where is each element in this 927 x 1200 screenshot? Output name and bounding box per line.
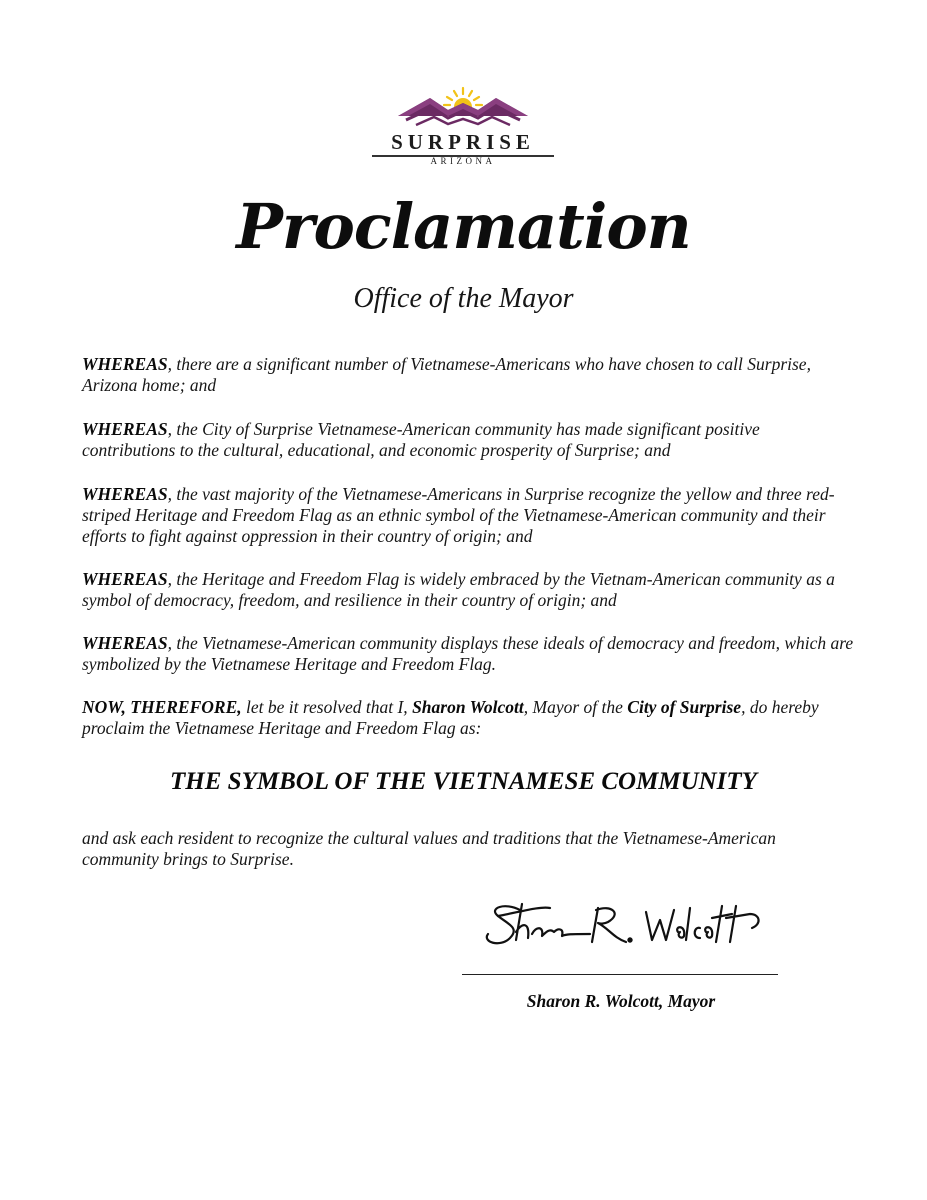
office-subtitle: Office of the Mayor (353, 283, 574, 314)
handwritten-signature (480, 898, 770, 960)
logo-city-name: SURPRISE (391, 130, 535, 154)
whereas-text: , the Heritage and Freedom Flag is widely embraced by the Vietnam-American community as a symbol of democracy, freedom, and resilience in their country of origin; and (82, 569, 835, 610)
mayor-name: Sharon Wolcott (412, 697, 524, 717)
resolution-text: , Mayor of the (523, 697, 628, 717)
whereas-keyword: WHEREAS (82, 484, 168, 504)
whereas-clause-5 (82, 633, 857, 675)
surprise-arizona-logo (368, 86, 558, 170)
whereas-clause-4 (82, 569, 857, 611)
mountain-sun-emblem-icon (368, 86, 558, 130)
signatory-name: Sharon R. Wolcott, Mayor (526, 991, 716, 1011)
whereas-text: , there are a significant number of Vietnamese-Americans who have chosen to call Surprise, Arizona home; and (82, 354, 811, 395)
whereas-clause-1 (82, 354, 857, 396)
closing-paragraph: and ask each resident to recognize the cultural values and traditions that the Vietnamese-American community brings to Surprise. (82, 828, 776, 869)
resolution-text: let be it resolved that I, (241, 697, 413, 717)
whereas-clause-3 (82, 484, 857, 547)
city-name: City of Surprise (627, 697, 742, 717)
whereas-keyword: WHEREAS (82, 354, 168, 374)
whereas-text: , the vast majority of the Vietnamese-Americans in Surprise recognize the yellow and three red-striped Heritage and Freedom Flag as an ethnic symbol of the Vietnamese-American community and their efforts to fight against oppression in their country of origin; and (82, 484, 835, 546)
signature-line (462, 974, 778, 975)
whereas-clause-2 (82, 419, 857, 461)
logo-state-name: ARIZONA (430, 156, 496, 166)
whereas-keyword: WHEREAS (82, 569, 168, 589)
resolution-clause (82, 697, 857, 739)
whereas-text: , the Vietnamese-American community displays these ideals of democracy and freedom, which are symbolized by the Vietnamese Heritage and Freedom Flag. (82, 633, 854, 674)
whereas-keyword: WHEREAS (82, 419, 168, 439)
whereas-keyword: WHEREAS (82, 633, 168, 653)
declaration-heading: THE SYMBOL OF THE VIETNAMESE COMMUNITY (170, 768, 757, 795)
whereas-text: , the City of Surprise Vietnamese-American community has made significant positive contributions to the cultural, educational, and economic prosperity of Surprise; and (82, 419, 760, 460)
resolution-keyword: NOW, THEREFORE, (82, 697, 242, 717)
proclamation-title: Proclamation (236, 190, 691, 263)
resolution-text: , do hereby proclaim the Vietnamese Heritage and Freedom Flag as: (82, 697, 819, 738)
